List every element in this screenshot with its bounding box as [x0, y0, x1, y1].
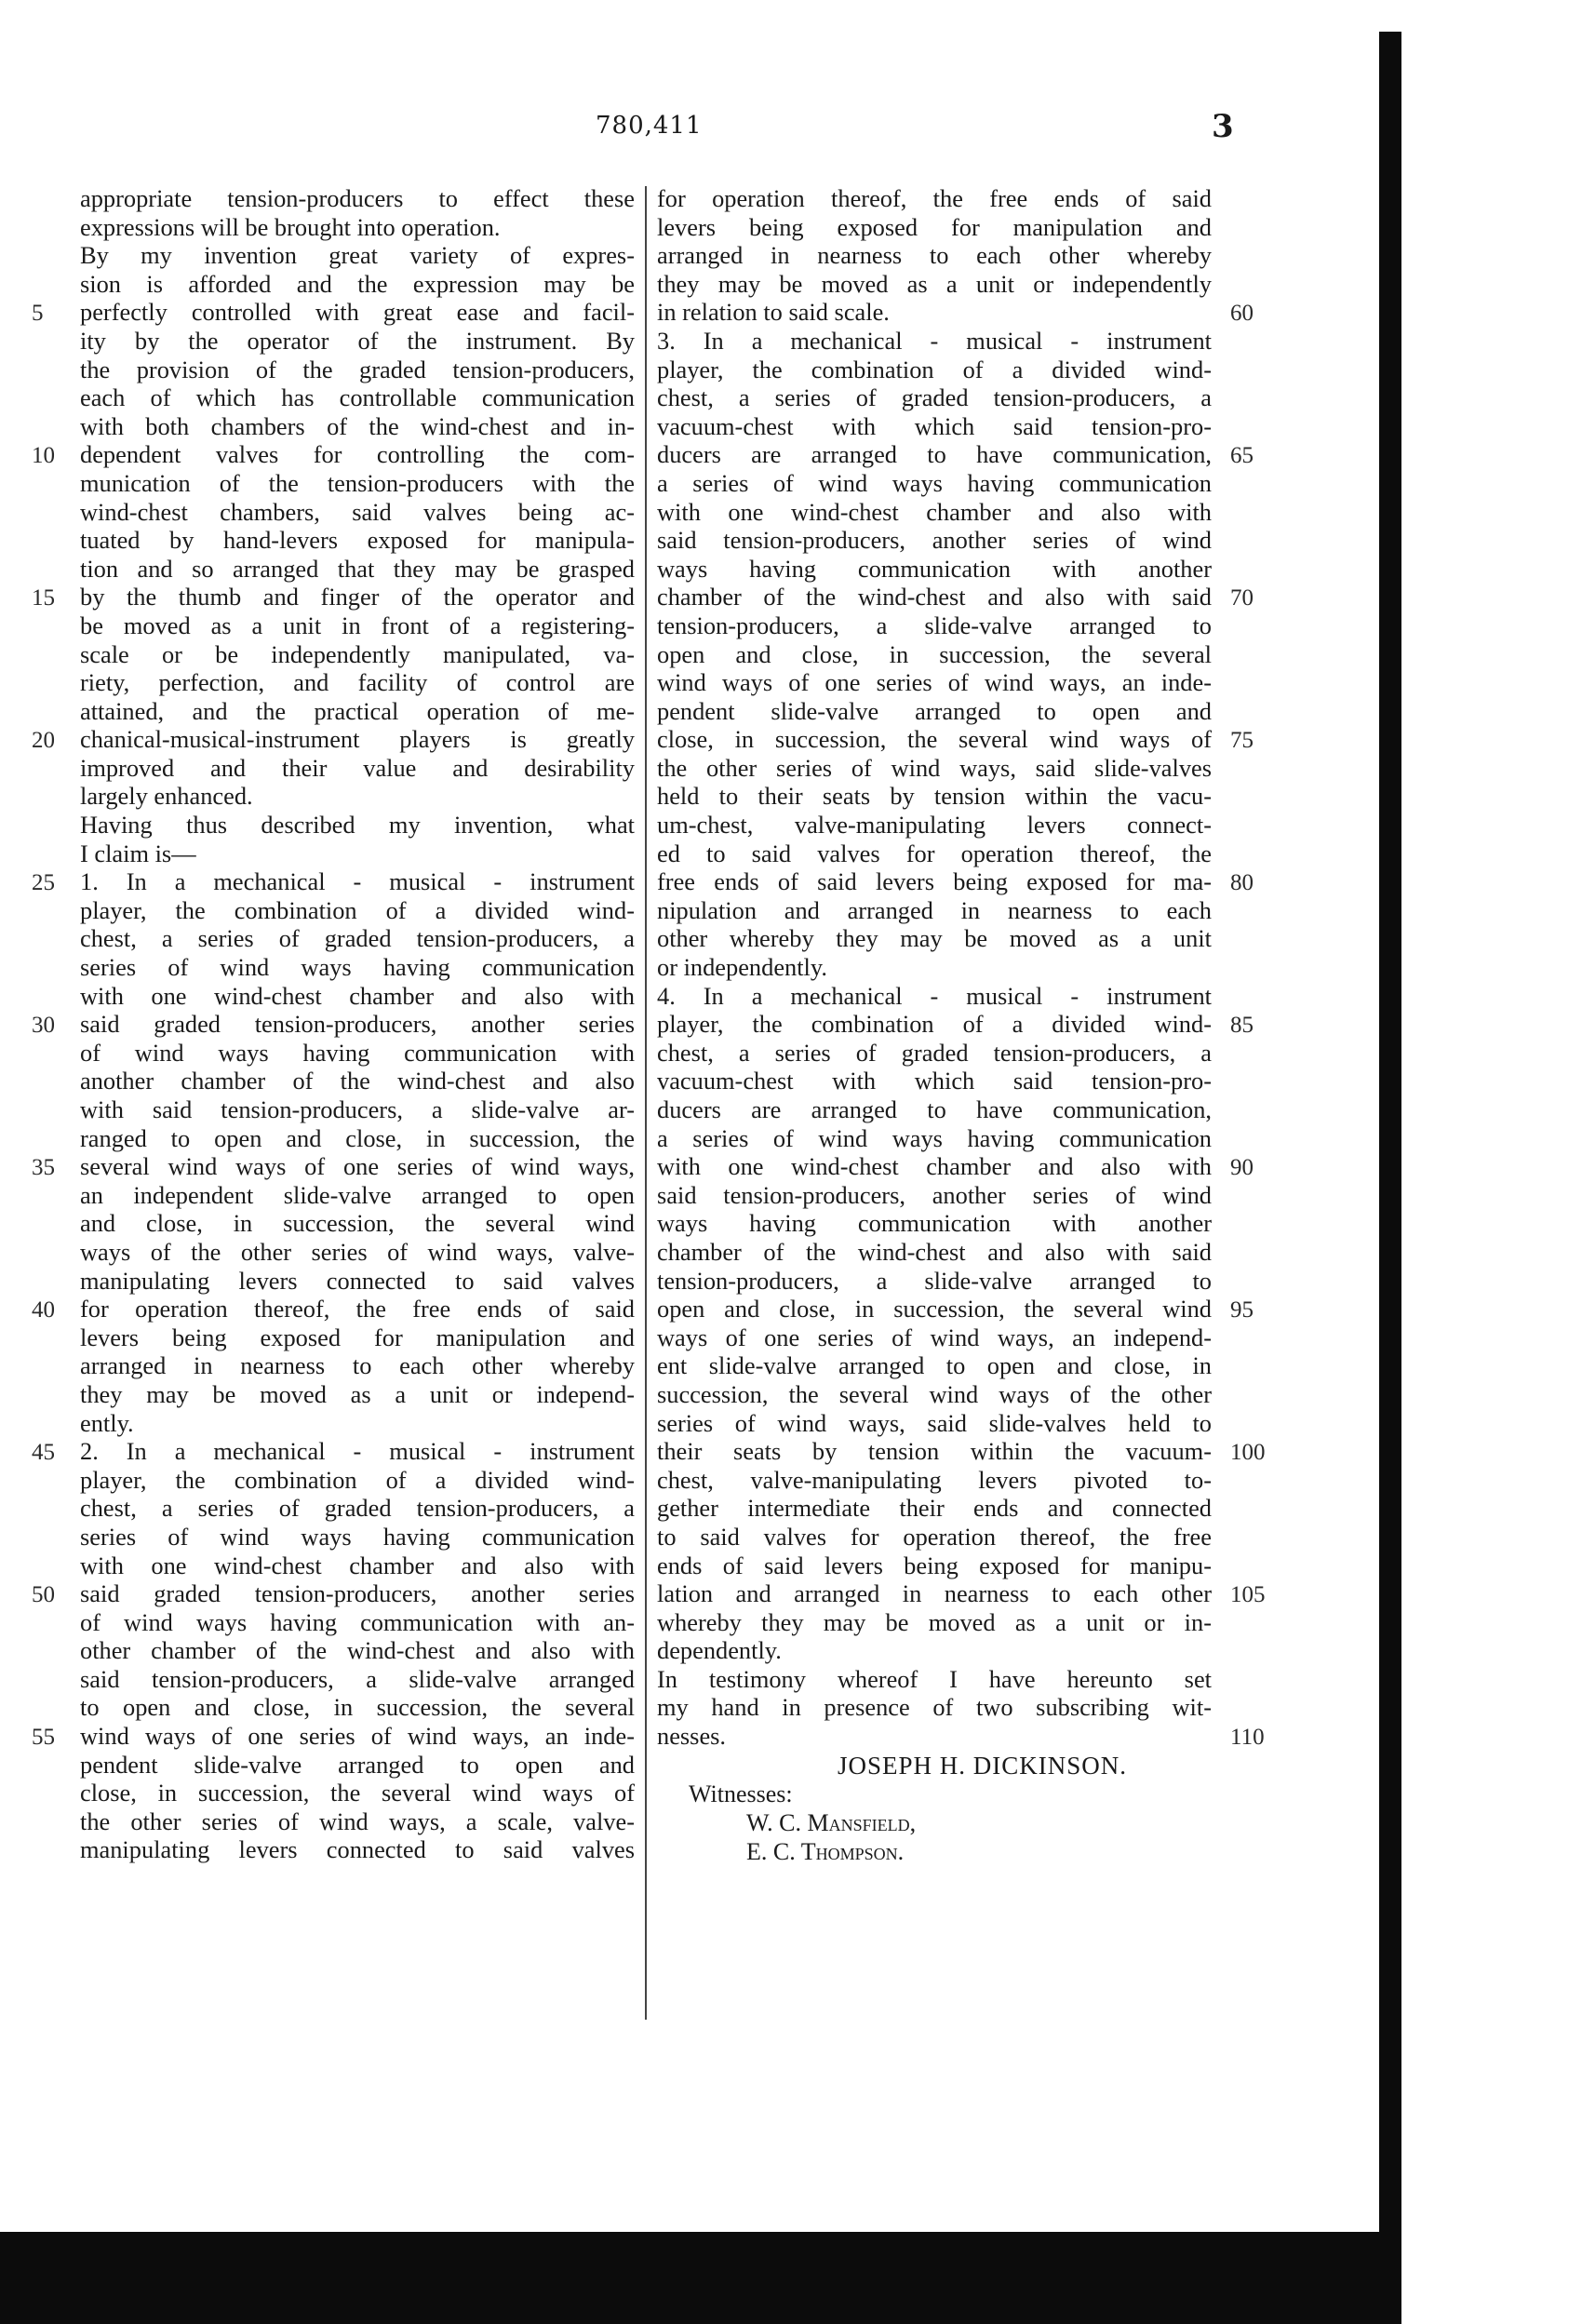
- text-line: pendent slide-valve arranged to open and: [657, 696, 1212, 725]
- text-line: wind-chest chambers, said valves being ac-: [80, 497, 635, 526]
- text-line: they may be moved as a unit or independently: [657, 269, 1212, 298]
- text-line: Having thus described my invention, what: [80, 811, 635, 840]
- text-line: nipulation and arranged in nearness to each: [657, 895, 1212, 924]
- line-number: 90: [1230, 1155, 1254, 1181]
- text-line: their seats by tension within the vacuum-: [657, 1437, 1212, 1466]
- line-number: 100: [1230, 1440, 1266, 1466]
- text-line: series of wind ways having communication: [80, 1522, 635, 1551]
- text-line: to said valves for operation thereof, the free: [657, 1522, 1212, 1551]
- text-line: improved and their value and desirability: [80, 753, 635, 782]
- right-text-column: [657, 184, 1212, 1751]
- text-line: other chamber of the wind-chest and also with: [80, 1636, 635, 1665]
- text-line: of wind ways having communication with an-: [80, 1607, 635, 1636]
- text-line: ducers are arranged to have communication,: [657, 440, 1212, 469]
- text-line: I claim is—: [80, 839, 196, 867]
- text-line: perfectly controlled with great ease and facil-: [80, 298, 635, 327]
- text-line: said tension-producers, another series of wind: [657, 526, 1212, 555]
- text-line: close, in succession, the several wind ways of: [657, 725, 1212, 754]
- line-number: 60: [1230, 301, 1254, 327]
- text-line: ently.: [80, 1408, 134, 1437]
- line-number: 70: [1230, 585, 1254, 611]
- text-line: vacuum-chest with which said tension-pro-: [657, 1067, 1212, 1095]
- line-number: 80: [1230, 870, 1254, 896]
- text-line: 3. In a mechanical - musical - instrument: [657, 326, 1212, 355]
- text-line: chamber of the wind-chest and also with said: [657, 1237, 1212, 1266]
- line-number: 40: [32, 1297, 55, 1323]
- text-line: close, in succession, the several wind ways of: [80, 1779, 635, 1807]
- text-line: open and close, in succession, the several wind: [657, 1295, 1212, 1323]
- line-number: 35: [32, 1155, 55, 1181]
- text-line: nesses.: [657, 1722, 727, 1751]
- text-line: ends of said levers being exposed for manipu-: [657, 1551, 1212, 1579]
- patent-number: 780,411: [596, 112, 703, 140]
- text-line: the provision of the graded tension-producers,: [80, 355, 635, 383]
- text-line: appropriate tension-producers to effect these: [80, 184, 635, 212]
- witnesses-label: Witnesses:: [689, 1780, 793, 1807]
- text-line: ways having communication with another: [657, 554, 1212, 583]
- text-line: ity by the operator of the instrument. By: [80, 326, 635, 355]
- line-number: 85: [1230, 1013, 1254, 1039]
- text-line: ways having communication with another: [657, 1209, 1212, 1238]
- line-number: 25: [32, 870, 55, 896]
- line-number: 75: [1230, 728, 1254, 754]
- line-number: 20: [32, 728, 55, 754]
- text-line: player, the combination of a divided wind-: [80, 1465, 635, 1494]
- text-line: chest, a series of graded tension-producers, a: [80, 924, 635, 953]
- text-line: levers being exposed for manipulation and: [80, 1323, 635, 1351]
- text-line: in relation to said scale.: [657, 298, 890, 327]
- text-line: and close, in succession, the several wind: [80, 1209, 635, 1238]
- text-line: for operation thereof, the free ends of said: [657, 184, 1212, 212]
- text-line: free ends of said levers being exposed for ma-: [657, 867, 1212, 896]
- text-line: with both chambers of the wind-chest and in-: [80, 411, 635, 440]
- text-line: with one wind-chest chamber and also with: [80, 1551, 635, 1579]
- text-line: wind ways of one series of wind ways, an inde-: [657, 668, 1212, 697]
- text-line: In testimony whereof I have hereunto set: [657, 1664, 1212, 1693]
- text-line: with one wind-chest chamber and also with: [657, 1152, 1212, 1181]
- text-line: ways of the other series of wind ways, valve-: [80, 1237, 635, 1266]
- text-line: chamber of the wind-chest and also with said: [657, 583, 1212, 611]
- text-line: or independently.: [657, 953, 827, 982]
- line-number: 110: [1230, 1725, 1265, 1751]
- text-line: sion is afforded and the expression may be: [80, 269, 635, 298]
- text-line: chest, a series of graded tension-producers, a: [80, 1494, 635, 1523]
- text-line: arranged in nearness to each other whereby: [80, 1351, 635, 1380]
- text-line: other whereby they may be moved as a unit: [657, 924, 1212, 953]
- column-divider: [645, 186, 647, 2020]
- text-line: by the thumb and finger of the operator and: [80, 583, 635, 611]
- text-line: the other series of wind ways, a scale, valve-: [80, 1807, 635, 1835]
- text-line: ed to said valves for operation thereof, the: [657, 839, 1212, 867]
- text-line: open and close, in succession, the several: [657, 639, 1212, 668]
- text-line: tion and so arranged that they may be grasped: [80, 554, 635, 583]
- text-line: ducers are arranged to have communication,: [657, 1095, 1212, 1123]
- text-line: By my invention great variety of expres-: [80, 241, 635, 270]
- text-line: each of which has controllable communication: [80, 383, 635, 412]
- text-line: dependently.: [657, 1636, 782, 1665]
- text-line: a series of wind ways having communication: [657, 468, 1212, 497]
- text-line: for operation thereof, the free ends of said: [80, 1295, 635, 1323]
- text-line: with said tension-producers, a slide-valve ar-: [80, 1095, 635, 1123]
- text-line: said tension-producers, another series of wind: [657, 1180, 1212, 1209]
- text-line: expressions will be brought into operation.: [80, 212, 501, 241]
- text-line: the other series of wind ways, said slide-valves: [657, 753, 1212, 782]
- text-line: munication of the tension-producers with the: [80, 468, 635, 497]
- line-number: 105: [1230, 1582, 1266, 1608]
- text-line: series of wind ways having communication: [80, 953, 635, 982]
- page-number: 3: [1212, 108, 1234, 145]
- text-line: said graded tension-producers, another series: [80, 1579, 635, 1608]
- left-text-column: [80, 184, 635, 1864]
- text-line: riety, perfection, and facility of control are: [80, 668, 635, 697]
- text-line: a series of wind ways having communication: [657, 1123, 1212, 1152]
- witness-2: E. C. Thompson.: [746, 1838, 905, 1865]
- text-line: manipulating levers connected to said valves: [80, 1266, 635, 1295]
- text-line: to open and close, in succession, the several: [80, 1693, 635, 1722]
- text-line: series of wind ways, said slide-valves held to: [657, 1408, 1212, 1437]
- text-line: chanical-musical-instrument players is greatly: [80, 725, 635, 754]
- line-number: 65: [1230, 443, 1254, 469]
- text-line: player, the combination of a divided wind-: [80, 895, 635, 924]
- text-line: be moved as a unit in front of a registering-: [80, 611, 635, 639]
- text-line: 2. In a mechanical - musical - instrument: [80, 1437, 635, 1466]
- text-line: said graded tension-producers, another series: [80, 1010, 635, 1039]
- scan-edge-right: [1379, 32, 1401, 2324]
- inventor-signature: JOSEPH H. DICKINSON.: [838, 1752, 1128, 1780]
- text-line: whereby they may be moved as a unit or in-: [657, 1607, 1212, 1636]
- text-line: pendent slide-valve arranged to open and: [80, 1750, 635, 1779]
- line-number: 5: [32, 301, 44, 327]
- text-line: attained, and the practical operation of me-: [80, 696, 635, 725]
- text-line: ways of one series of wind ways, an independ-: [657, 1323, 1212, 1351]
- text-line: ranged to open and close, in succession, the: [80, 1123, 635, 1152]
- text-line: held to their seats by tension within the vacu-: [657, 782, 1212, 811]
- witness-1: W. C. Mansfield,: [746, 1809, 917, 1836]
- text-line: levers being exposed for manipulation and: [657, 212, 1212, 241]
- text-line: lation and arranged in nearness to each other: [657, 1579, 1212, 1608]
- line-number: 30: [32, 1013, 55, 1039]
- scan-edge-bottom: [0, 2232, 1401, 2324]
- line-number: 55: [32, 1725, 55, 1751]
- text-line: vacuum-chest with which said tension-pro-: [657, 411, 1212, 440]
- text-line: succession, the several wind ways of the other: [657, 1379, 1212, 1408]
- line-number: 15: [32, 585, 55, 611]
- text-line: tension-producers, a slide-valve arranged to: [657, 611, 1212, 639]
- text-line: my hand in presence of two subscribing wit-: [657, 1693, 1212, 1722]
- text-line: chest, a series of graded tension-producers, a: [657, 383, 1212, 412]
- line-number: 45: [32, 1440, 55, 1466]
- text-line: they may be moved as a unit or independ-: [80, 1379, 635, 1408]
- text-line: with one wind-chest chamber and also with: [657, 497, 1212, 526]
- text-line: an independent slide-valve arranged to open: [80, 1180, 635, 1209]
- text-line: 4. In a mechanical - musical - instrument: [657, 981, 1212, 1010]
- text-line: with one wind-chest chamber and also with: [80, 981, 635, 1010]
- text-line: ent slide-valve arranged to open and close, in: [657, 1351, 1212, 1380]
- text-line: chest, valve-manipulating levers pivoted to-: [657, 1465, 1212, 1494]
- text-line: largely enhanced.: [80, 782, 253, 811]
- text-line: another chamber of the wind-chest and also: [80, 1067, 635, 1095]
- text-line: 1. In a mechanical - musical - instrument: [80, 867, 635, 896]
- text-line: gether intermediate their ends and connected: [657, 1494, 1212, 1523]
- text-line: chest, a series of graded tension-producers, a: [657, 1038, 1212, 1067]
- line-number: 95: [1230, 1297, 1254, 1323]
- text-line: manipulating levers connected to said valves: [80, 1835, 635, 1864]
- text-line: dependent valves for controlling the com-: [80, 440, 635, 469]
- text-line: arranged in nearness to each other whereby: [657, 241, 1212, 270]
- line-number: 50: [32, 1582, 55, 1608]
- text-line: tuated by hand-levers exposed for manipula-: [80, 526, 635, 555]
- text-line: player, the combination of a divided wind-: [657, 355, 1212, 383]
- text-line: wind ways of one series of wind ways, an inde-: [80, 1722, 635, 1751]
- text-line: tension-producers, a slide-valve arranged to: [657, 1266, 1212, 1295]
- text-line: said tension-producers, a slide-valve arranged: [80, 1664, 635, 1693]
- text-line: player, the combination of a divided wind-: [657, 1010, 1212, 1039]
- text-line: several wind ways of one series of wind ways,: [80, 1152, 635, 1181]
- text-line: of wind ways having communication with: [80, 1038, 635, 1067]
- text-line: scale or be independently manipulated, va-: [80, 639, 635, 668]
- line-number: 10: [32, 443, 55, 469]
- text-line: um-chest, valve-manipulating levers connect-: [657, 811, 1212, 840]
